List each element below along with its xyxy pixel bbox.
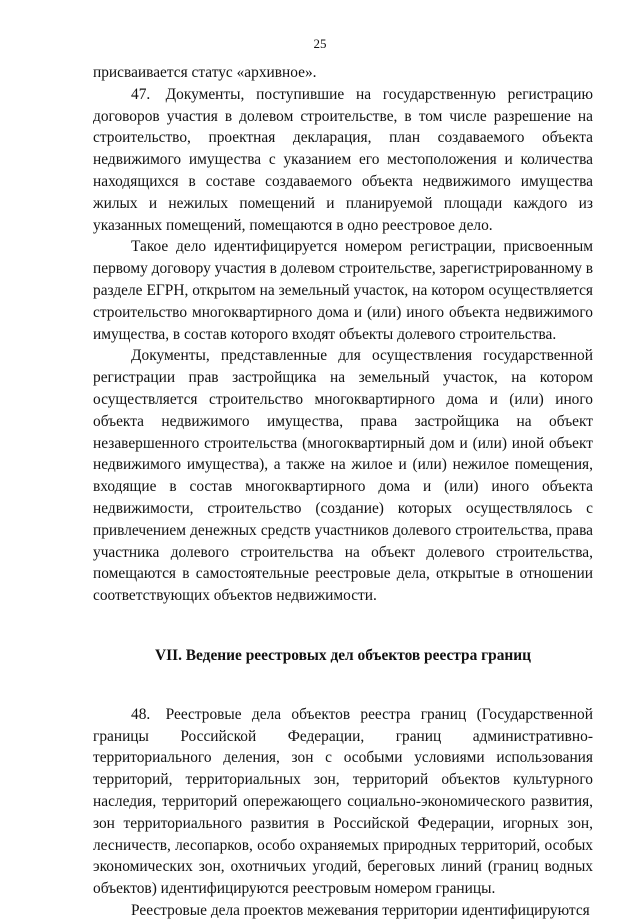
paragraph-developer-documents: Документы, представленные для осуществления государственной регистрации прав застройщика на земельный участок, на котором осуществляется строительство многоквартирного дома и (или) иного объекта недвижимого имущества, права застройщика на объект незавершенного строительства (многоквартирный дом и (или) иной объект недвижимого имущества), а также на жилое и (или) нежилое помещения, входящие в состав многоквартирного дома и (или) иного объекта недвижимости, строительство (создание) которых осуществлялось с привлечением денежных средств участников долевого строительства, права участника долевого строительства на объект долевого строительства, помещаются в самостоятельные реестровые дела, открытые в отношении соответствующих объектов недвижимости. (93, 347, 593, 605)
paragraph-48: 48. Реестровые дела объектов реестра границ (Государственной границы Российской Федерации, границ административно-территориального деления, зон с особыми условиями использования территорий, территориальных зон, территорий объектов культурного наследия, территорий опережающего социально-экономического развития, зон территориального развития в Российской Федерации, игорных зон, лесничеств, лесопарков, особо охраняемых природных территорий, особых экономических зон, охотничьих угодий, береговых линий (границ водных объектов) идентифицируются реестровым номером границы. (93, 705, 593, 898)
paragraph-survey-projects: Реестровые дела проектов межевания территории идентифицируются (131, 901, 590, 919)
paragraph-47: 47. Документы, поступившие на государственную регистрацию договоров участия в долевом строительстве, в том числе разрешение на строительство, проектная декларация, план создаваемого объекта недвижимого имущества с указанием его местоположения и количества находящихся в составе создаваемого объекта недвижимого имущества жилых и нежилых помещений и планируемой площади каждого из указанных помещений, помещаются в одно реестровое дело. (93, 85, 593, 234)
document-body (93, 62, 593, 922)
page-number: 25 (313, 36, 327, 51)
paragraph-continuation: присваивается статус «архивное». (93, 64, 317, 81)
section-heading: VII. Ведение реестровых дел объектов реестра границ (155, 646, 531, 664)
paragraph-case-identification: Такое дело идентифицируется номером регистрации, присвоенным первому договору участия в долевом строительстве, зарегистрированному в разделе ЕГРН, открытом на земельный участок, на котором осуществляется строительство многоквартирного дома и (или) иного объекта недвижимого имущества, в состав которого входят объекты долевого строительства. (93, 238, 593, 343)
